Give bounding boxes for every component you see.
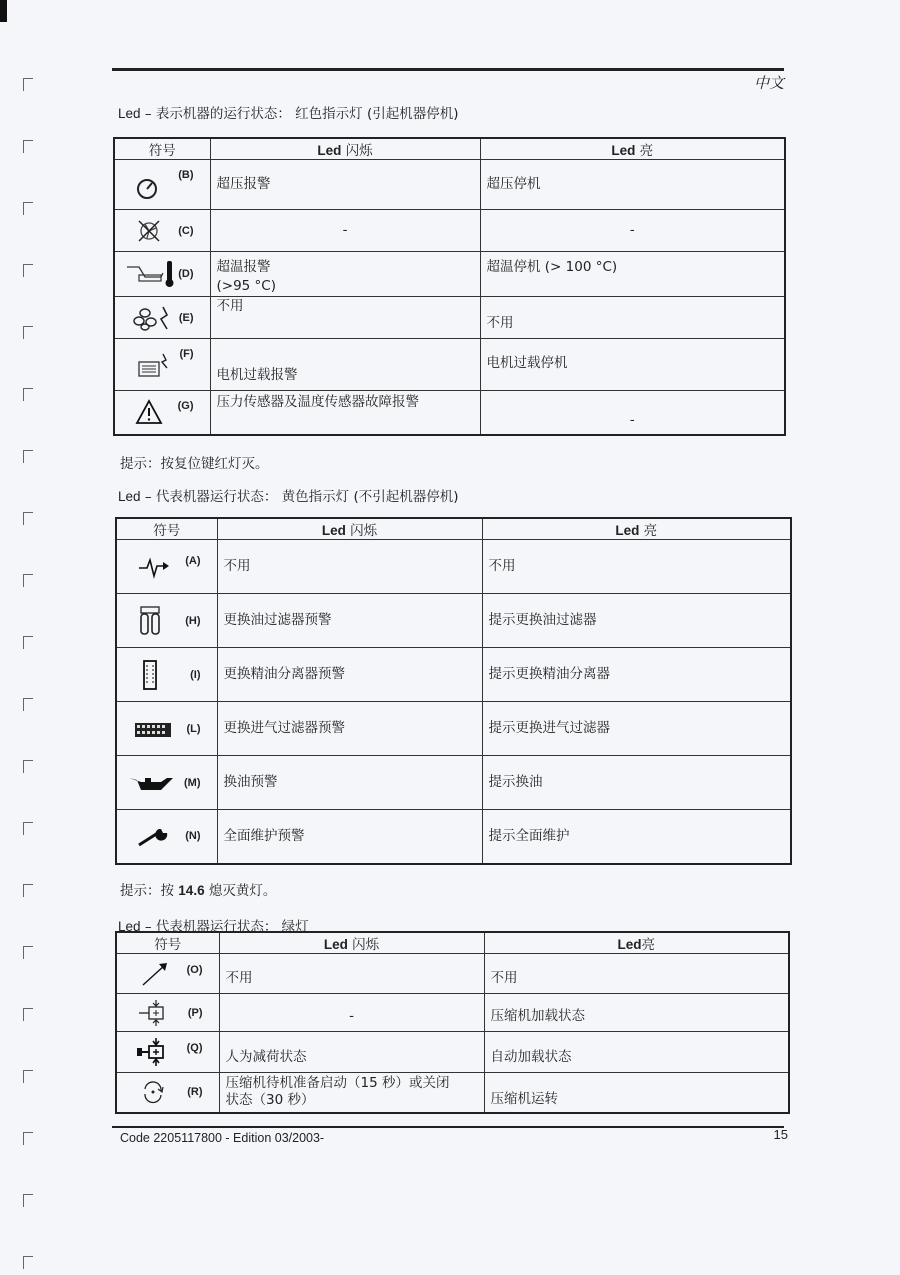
- binder-notch: [23, 1132, 33, 1145]
- blink-cell: 压力传感器及温度传感器故障报警: [210, 391, 480, 435]
- binder-notch: [23, 450, 33, 463]
- table-row: [114, 297, 785, 339]
- symbol-cell: (D): [114, 252, 210, 297]
- table-row: [114, 391, 785, 435]
- table-row: [116, 994, 789, 1032]
- green-led-table: [115, 931, 790, 1114]
- binder-notch: [23, 78, 33, 91]
- pulse-arrow-icon: [135, 552, 177, 582]
- header-blink: Led 闪烁: [217, 518, 482, 540]
- table-row: [114, 210, 785, 252]
- blink-cell: 更换油过滤器预警: [217, 594, 482, 648]
- table-row: [116, 702, 791, 756]
- table-row: [114, 160, 785, 210]
- blink-cell: 全面维护预警: [217, 810, 482, 864]
- table-header-row: [116, 518, 791, 540]
- blink-cell: 更换精油分离器预警: [217, 648, 482, 702]
- oil-can-icon: [127, 768, 175, 798]
- binder-notch: [23, 326, 33, 339]
- on-cell: 电机过载停机: [480, 339, 785, 391]
- binder-notch: [23, 946, 33, 959]
- table-header-row: [116, 932, 789, 954]
- blink-cell: 换油预警: [217, 756, 482, 810]
- table-row: [114, 339, 785, 391]
- on-cell: 压缩机运转: [484, 1073, 789, 1113]
- binder-notch: [23, 1008, 33, 1021]
- binder-notch: [23, 1194, 33, 1207]
- symbol-cell: (C): [114, 210, 210, 252]
- symbol-cell: (O): [116, 954, 219, 994]
- wrench-icon: [135, 821, 177, 851]
- on-cell: -: [480, 210, 785, 252]
- yellow-led-table: [115, 517, 792, 865]
- on-cell: 不用: [484, 954, 789, 994]
- binder-notch: [23, 264, 33, 277]
- on-cell: 压缩机加载状态: [484, 994, 789, 1032]
- binder-notch: [23, 822, 33, 835]
- table-row: [116, 810, 791, 864]
- on-cell: -: [480, 391, 785, 435]
- on-cell: 不用: [482, 540, 791, 594]
- blink-cell: 人为减荷状态: [219, 1032, 484, 1073]
- on-cell: 提示换油: [482, 756, 791, 810]
- fan-motor-icon: [133, 303, 175, 333]
- blink-cell: 压缩机待机准备启动（15 秒）或关闭 状态（30 秒）: [219, 1073, 484, 1113]
- on-cell: 超温停机 (> 100 °C): [480, 252, 785, 297]
- header-blink: Led 闪烁: [219, 932, 484, 954]
- air-filter-icon: [135, 714, 177, 744]
- blink-cell: -: [210, 210, 480, 252]
- header-symbol: 符号: [116, 932, 219, 954]
- header-on: Led 亮: [482, 518, 791, 540]
- binder-notch: [23, 1256, 33, 1269]
- binder-notch: [23, 512, 33, 525]
- blink-cell: 不用: [210, 297, 480, 339]
- header-symbol: 符号: [114, 138, 210, 160]
- on-cell: 提示更换精油分离器: [482, 648, 791, 702]
- table-row: [114, 252, 785, 297]
- blink-cell: -: [219, 994, 484, 1032]
- red-led-table: [113, 137, 786, 436]
- document-code: Code 2205117800 - Edition 03/2003-: [120, 1131, 325, 1145]
- note-red: 提示：按复位键红灯灭。: [120, 456, 269, 472]
- unload-valve-icon: [135, 1037, 177, 1067]
- table-row: [116, 1073, 789, 1113]
- symbol-cell: (E): [114, 297, 210, 339]
- symbol-cell: (A): [116, 540, 217, 594]
- on-cell: 不用: [480, 297, 785, 339]
- header-rule: [112, 68, 784, 71]
- on-cell: 提示更换进气过滤器: [482, 702, 791, 756]
- scan-mark: [0, 0, 7, 22]
- binder-notch: [23, 698, 33, 711]
- table-row: [116, 756, 791, 810]
- binder-notch: [23, 636, 33, 649]
- blink-cell: 不用: [217, 540, 482, 594]
- on-cell: 自动加载状态: [484, 1032, 789, 1073]
- binder-notch: [23, 760, 33, 773]
- diagonal-arrow-icon: [135, 959, 177, 989]
- section-title-green: Led – 代表机器运行状态： 绿灯: [118, 919, 309, 935]
- crossed-fan-icon: [133, 216, 175, 246]
- header-on: Led亮: [484, 932, 789, 954]
- symbol-cell: (Q): [116, 1032, 219, 1073]
- symbol-cell: (L): [116, 702, 217, 756]
- blink-cell: 超温报警 (>95 °C): [210, 252, 480, 297]
- blink-cell: 更换进气过滤器预警: [217, 702, 482, 756]
- section-title-red: Led – 表示机器的运行状态： 红色指示灯 (引起机器停机): [118, 106, 459, 122]
- binder-notch: [23, 884, 33, 897]
- symbol-cell: (M): [116, 756, 217, 810]
- binder-margin: [0, 0, 30, 1275]
- binder-notch: [23, 1070, 33, 1083]
- pressure-gauge-icon: [133, 170, 175, 200]
- temperature-thermometer-icon: [125, 259, 177, 289]
- symbol-cell: (R): [116, 1073, 219, 1113]
- blink-cell: 不用: [219, 954, 484, 994]
- blink-cell: 超压报警: [210, 160, 480, 210]
- on-cell: 提示更换油过滤器: [482, 594, 791, 648]
- table-header-row: [114, 138, 785, 160]
- table-row: [116, 540, 791, 594]
- table-row: [116, 954, 789, 994]
- on-cell: 超压停机: [480, 160, 785, 210]
- table-row: [116, 648, 791, 702]
- symbol-cell: (H): [116, 594, 217, 648]
- footer-rule: [112, 1126, 784, 1128]
- header-on: Led 亮: [480, 138, 785, 160]
- table-row: [116, 1032, 789, 1073]
- blink-cell: 电机过载报警: [210, 339, 480, 391]
- motor-overload-icon: [133, 350, 175, 380]
- binder-notch: [23, 202, 33, 215]
- section-title-yellow: Led – 代表机器运行状态： 黄色指示灯 (不引起机器停机): [118, 489, 459, 505]
- symbol-cell: (B): [114, 160, 210, 210]
- symbol-cell: (N): [116, 810, 217, 864]
- symbol-cell: (F): [114, 339, 210, 391]
- binder-notch: [23, 140, 33, 153]
- language-label: 中文: [753, 74, 784, 92]
- binder-notch: [23, 574, 33, 587]
- header-blink: Led 闪烁: [210, 138, 480, 160]
- warning-triangle-icon: [133, 397, 175, 427]
- symbol-cell: (G): [114, 391, 210, 435]
- note-yellow: 提示：按 14.6 熄灭黄灯。: [120, 883, 277, 899]
- oil-separator-icon: [135, 660, 177, 690]
- header-symbol: 符号: [116, 518, 217, 540]
- rotation-icon: [135, 1077, 177, 1107]
- page-number: 15: [773, 1127, 788, 1142]
- binder-notch: [23, 388, 33, 401]
- symbol-cell: (I): [116, 648, 217, 702]
- table-row: [116, 594, 791, 648]
- oil-filter-icon: [135, 606, 177, 636]
- symbol-cell: (P): [116, 994, 219, 1032]
- on-cell: 提示全面维护: [482, 810, 791, 864]
- load-valve-icon: [135, 998, 177, 1028]
